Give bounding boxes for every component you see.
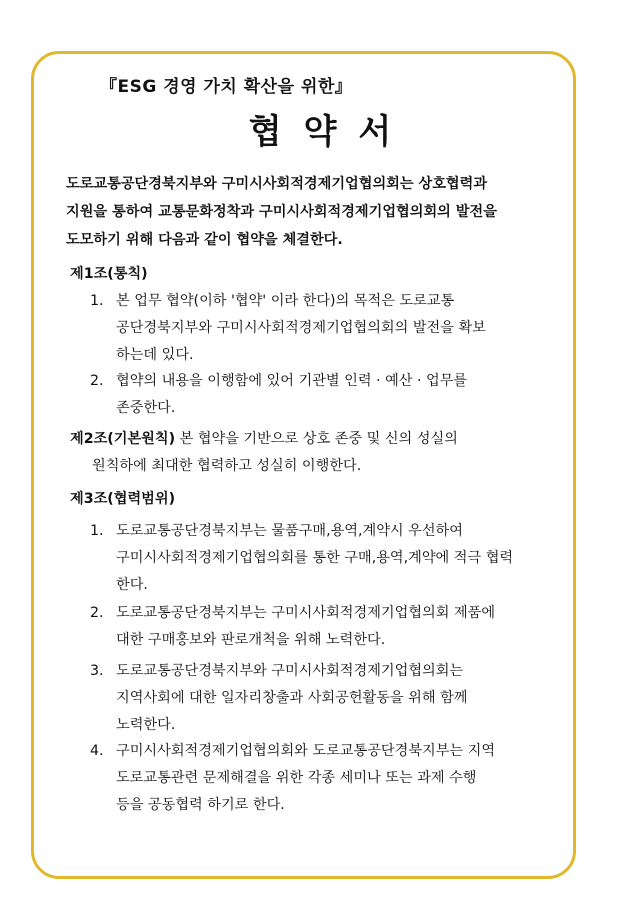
item-number: 2. (90, 605, 104, 621)
document-title: 협약서 (248, 112, 414, 152)
item-line: 구미시사회적경제기업협의회를 통한 구매,용역,계약에 적극 협력 (116, 550, 514, 566)
item-line: 하는데 있다. (116, 347, 194, 363)
item-line: 구미시사회적경제기업협의회와 도로교통공단경북지부는 지역 (116, 743, 496, 759)
item-line: 협약의 내용을 이행함에 있어 기관별 인력 · 예산 · 업무를 (116, 373, 468, 389)
article3-item-3 (90, 658, 570, 739)
item-number: 1. (90, 293, 104, 309)
item-line: 공단경북지부와 구미시사회적경제기업협의회의 발전을 확보 (116, 320, 486, 336)
article1-item-2 (90, 368, 570, 422)
article3-item-2 (90, 600, 570, 654)
item-line: 본 업무 협약(이하 '협약' 이라 한다)의 목적은 도로교통 (116, 293, 455, 309)
item-number: 4. (90, 743, 104, 759)
item-line: 지역사회에 대한 일자리창출과 사회공헌활동을 위해 함께 (116, 690, 468, 706)
article1-item-1 (90, 288, 570, 369)
article1-heading: 제1조(통칙) (70, 266, 148, 282)
item-number: 3. (90, 663, 104, 679)
item-number: 2. (90, 373, 104, 389)
item-line: 도로교통공단경북지부와 구미시사회적경제기업협의회는 (116, 663, 464, 679)
item-number: 1. (90, 523, 104, 539)
intro-line: 지원을 통하여 교통문화정착과 구미시사회적경제기업협의회의 발전을 (66, 204, 497, 220)
item-line: 한다. (116, 577, 148, 593)
intro-line: 도로교통공단경북지부와 구미시사회적경제기업협의회는 상호협력과 (66, 176, 488, 192)
article3-item-4 (90, 738, 570, 819)
item-line: 노력한다. (116, 717, 176, 733)
item-line: 대한 구매홍보와 판로개척을 위해 노력한다. (116, 632, 386, 648)
intro-paragraph (66, 170, 596, 254)
article2-heading: 제2조(기본원칙) (70, 431, 176, 447)
article2-text: 원칙하에 최대한 협력하고 성실히 이행한다. (92, 458, 362, 474)
article3-item-1 (90, 518, 570, 599)
article2-text: 본 협약을 기반으로 상호 존중 및 신의 성실의 (175, 431, 458, 447)
item-line: 존중한다. (116, 400, 176, 416)
document-subtitle: 『ESG 경영 가치 확산을 위한』 (100, 77, 353, 97)
item-line: 도로교통공단경북지부는 구미시사회적경제기업협의회 제품에 (116, 605, 496, 621)
article3-heading: 제3조(협력범위) (70, 491, 176, 507)
item-line: 등을 공동협력 하기로 한다. (116, 797, 285, 813)
item-line: 도로교통공단경북지부는 물품구매,용역,계약시 우선하여 (116, 523, 463, 539)
intro-line: 도모하기 위해 다음과 같이 협약을 체결한다. (66, 232, 343, 248)
item-line: 도로교통관련 문제해결을 위한 각종 세미나 또는 과제 수행 (116, 770, 477, 786)
article2-paragraph (70, 426, 590, 480)
